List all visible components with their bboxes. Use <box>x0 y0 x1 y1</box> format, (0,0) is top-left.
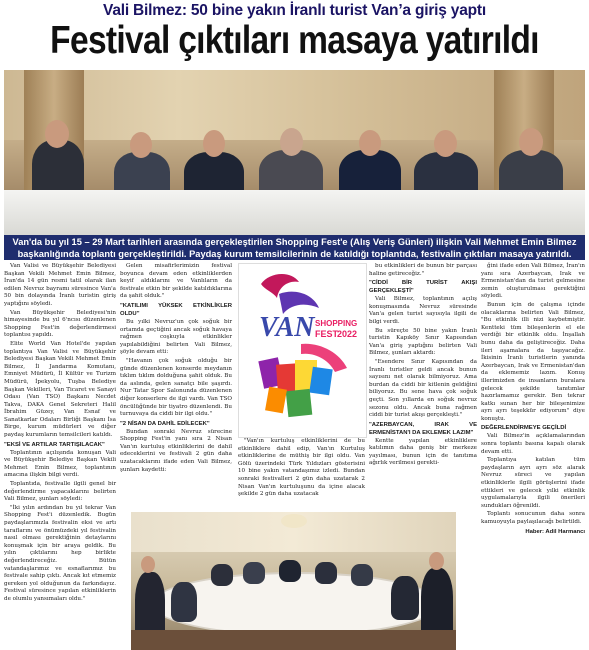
paragraph: Bundan sonraki Nevruz sürecine Shopping Fest'in yanı sıra 2 Nisan Van'ın kurtuluş etkinliklerini de dahil edeceklerini ve festivali 2 gün daha uzatacaklarını ifade eden Vali Bilmez, şunları kaydetti: <box>120 428 232 473</box>
person-head <box>130 132 152 158</box>
person <box>171 582 197 622</box>
person-head <box>45 120 69 148</box>
paragraph: Toplantıda, festivalle ilgili genel bir değerlendirme yapacaklarını belirten Vali Bilmez, şunları söyledi: <box>4 481 116 503</box>
paragraph: Vali Bilmez, toplantının açılış konuşmasında Nevruz süresinde Van'a gelen turist sayısıyla ilgili de bilgi verdi. <box>369 296 477 325</box>
person-head <box>434 130 457 157</box>
meeting-photo-bottom <box>131 512 456 650</box>
paragraph: "Esendere Sınır Kapısından da İranlı turistler geldi ancak bunun sayısını net olarak bilmiyoruz. Ama burdan da ciddi bir kitlenin geldiğini biliyoruz. Bu sene hava çok soğuk geçti. Son yıllarda en soğuk nevruz sezonu oldu. Ancak buna rağmen ciddi bir turist akışı gerçekleşti." <box>369 358 477 419</box>
headline: Festival çıktıları masaya yatırıldı <box>50 19 539 62</box>
shopping-bag <box>309 367 332 396</box>
paragraph: Vali Bilmez'in açıklamalarından sonra toplantı basına kapalı olarak devam etti. <box>481 433 585 455</box>
photo-caption <box>4 235 585 260</box>
caption-line-1: Van'da bu yıl 15 – 29 Mart tarihleri arasında gerçekleştirilen Shopping Fest'e (Alış Veriş Günleri) ilişkin Vali Mehmet Emin Bilmez <box>12 237 577 247</box>
column-2 <box>120 263 232 475</box>
column-5 <box>481 263 585 536</box>
byline: Haber: Adil Harmancı <box>525 528 585 535</box>
paragraph: Elite World Van Hotel'de yapılan toplantıya Van Valisi ve Büyükşehir Belediyesi Başkan Vekili Mehmet Emin Bilmez, İl Jandarma Komutanı, Emniyet Müdürü, İl Kültür ve Turizm Müdürü, İpekyolu, Tuşba Belediye Başkan Vekilleri, Van Ticaret ve Sanayi Odası (Van TSO) Başkanı Necdet Takva, DAKA Genel Sekreteri Halil İbrahim Güzey, Van Esnaf ve Sanatkarlar Odaları Birliği Başkanı İsa Birge, kurum müdürleri ve diğer paydaş kurumların temsilcileri katıldı. <box>4 340 116 439</box>
person <box>279 560 301 582</box>
photo-floor <box>131 630 456 650</box>
shopping-bag <box>265 387 287 414</box>
subheading: DEĞERLENDİRMEYE GEÇİLDİ <box>481 425 567 432</box>
person-head <box>519 128 543 156</box>
person-head <box>141 556 155 573</box>
paragraph: Gelen misafirlerimizin festival boyunca devam eden etkinliklerden keyif aldıklarını ve Vanlıların da festivale etkin bir şekilde katıldıklarına da şahit olduk." <box>120 263 232 300</box>
paragraph: Kentte yapılan etkinliklere katılımın daha geniş bir merkeze yayılması, bunun için de tanıtıma ağırlık verilmesi gerekti- <box>369 437 477 467</box>
paragraph: ğini ifade eden Vali Bilmez, İran'ın yanı sıra Azerbaycan, Irak ve Ermenistan'dan da turist gelmesine zemin oluşturulması gerektiğini söyledi. <box>481 263 585 300</box>
subheading: "2 NİSAN DA DAHİL EDİLECEK" <box>120 420 210 427</box>
poster-bird-shape <box>279 292 319 314</box>
poster-line1: SHOPPING <box>315 319 358 328</box>
table-cloth <box>4 190 585 235</box>
paragraph: Toplantıya katılan tüm paydaşların ayrı ayrı söz alarak Nevruz süreci ve yapılan etkinliklerle ilgili görüşlerini ifade ettikleri ve gelecek yılki etkinlik uygulamalarıyla ilgili önerileri sundukları öğrenildi. <box>481 457 585 509</box>
photo-chandelier <box>281 514 307 528</box>
subheading: "EKSİ VE ARTILAR TARTIŞILACAK" <box>4 441 105 448</box>
poster-brand: VAN <box>259 312 315 343</box>
paragraph: Bunun için de çalışma içinde olacaklarına belirten Vali Bilmez, "Bu etkinlik illi nizi kaybetmiştir. Kentteki tüm bileşenlerin el ele verdiği bir etkinlik oldu. İnşallah bunu daha da geliştireceğiz. Daha ileri aşamalara da taşıyacağız. İkisinin İranlı turistlerin yanında Azerbaycan, Irak ve Ermenistan'dan da eklememiz lazım. Konuş illerimizden de insanların buralara gelecek şekilde tanıtımlar hazırlamamız gerekir. Ben tekrar katkı sunan her bir bileşenimize ayrı ayrı teşekkür ediyorum" diye konuştu. <box>481 301 585 422</box>
column-3 <box>238 438 365 500</box>
person <box>211 564 233 586</box>
person-head <box>203 130 225 157</box>
poster-line2: FEST <box>315 329 339 339</box>
subheading: "CİDDİ BİR TURİST AKIŞI GERÇEKLEŞTİ" <box>369 280 477 295</box>
paragraph: Bu yılki Nevruz'un çok soğuk bir ortamda geçtiğini ancak soğuk havaya rağmen coşkuyla etkinlikler yapılabildiğini belirten Vali Bilmez, şöyle devam etti: <box>120 318 232 356</box>
paragraph: Van Büyükşehir Belediyesi'nin himayesinde bu yıl 6'ncısı düzenlenen Shopping Fest'in değerlendirmesi toplantısı yapıldı. <box>4 309 116 339</box>
person-head <box>280 128 303 156</box>
paragraph: "İki yılın ardından bu yıl tekrar Van Shopping Fest'i düzenledik. Bugün paydaşlarımızla festivalin eksi ve artı taraflarını ve önümüzdeki yıl festivalin nasıl olması gerektiğinin detaylarını konuşmak için bir araya geldik. Bu yılın çıktılarını hep birlikte değerlendireceğiz. Bütün vatandaşlarımız ve esnaflarımız bu festivale sahip çıktı. Ancak kıt etmemiz gereken yol olduğunun da farkındayız. Festival süresince yapılan etkinliklerin de olumlu yansımaları oldu." <box>4 504 116 602</box>
column-4 <box>369 263 477 469</box>
paragraph: bu etkinlikleri de bunun bir parçası haline getireceğiz." <box>369 263 477 277</box>
subheading: "KATILIMI YÜKSEK ETKİNLİKLER OLDU" <box>120 302 232 317</box>
person-head <box>429 552 444 570</box>
column-1 <box>4 263 116 605</box>
poster-graphic <box>239 264 366 437</box>
person <box>351 564 373 586</box>
paragraph: "Van'ın kurtuluş etkinliklerini de bu etkinliklere dahil edip, Van'ın Kurtuluş etkinliklerine de müthiş bir ilgi oldu. Van Gölü üzerindeki Türk Yıldızları gösterisini 10 bine yakın vatandaşımız izledi. Bundan sonraki festivalleri 2 gün daha uzatarak 2 Nisan Van'ın kurtuluşunu da içine alacak şekilde 2 gün daha uzatacak <box>238 438 365 498</box>
poster-year: 2022 <box>337 329 358 339</box>
subheading: "AZERBAYCAN, IRAK VE ERMENİSTAN'I DA EKLEMEK LAZIM" <box>369 421 477 436</box>
person <box>315 562 337 584</box>
caption-line-2: başkanlığında toplantı gerçekleştirildi. Paydaş kurum temsilcilerinin de katıldığı toplantıda, festivalin çıktıları masaya yatırıldı. <box>17 249 572 259</box>
shopping-fest-poster <box>238 263 367 438</box>
kicker: Vali Bilmez: 50 bine yakın İranlı turist Van’a giriş yaptı <box>103 2 486 19</box>
meeting-photo-top <box>4 70 585 235</box>
paragraph: Bu süreçte 50 bine yakın İranlı turistin Kapıköy Sınır Kapısından Van'a giriş yaptığını belirten Vali Bilmez, şunları aktardı: <box>369 327 477 357</box>
paragraph: Van Valisi ve Büyükşehir Belediyesi Başkan Vekili Mehmet Emin Bilmez, İran'da 14 gün resmi tatil olarak ilan edilen Nevruz bayramı süresince Van'a 50 bin dolayında İranlı turistin giriş yaptığını söyledi. <box>4 263 116 307</box>
person-head <box>359 130 381 156</box>
person <box>391 576 419 620</box>
paragraph: Toplantı sonucunun daha sonra kamuoyuyla paylaşılacağı belirtildi. <box>481 511 585 525</box>
shopping-bag <box>286 389 313 417</box>
paragraph: Toplantının açılışında konuşan Vali ve Büyükşehir Belediye Başkan Vekili Mehmet Emin Bilmez, toplantının amacına ilişkin bilgi verdi. <box>4 449 116 479</box>
person <box>243 562 265 584</box>
paragraph: "Havanın çok soğuk olduğu bir günde düzenlenen konserde meydanın tıklım tıklım dolduğuna şahit olduk. Bu da aslında, gelen sanatçı bile şaşırdı. Nur Tatar Spor Salonunda düzenlenen diğer konserlere de ilgi vardı. Van TSO öncülüğünde bir tiyatro düzenlendi. Bu turnuvaya da ciddi bir ilgi oldu." <box>120 357 232 418</box>
